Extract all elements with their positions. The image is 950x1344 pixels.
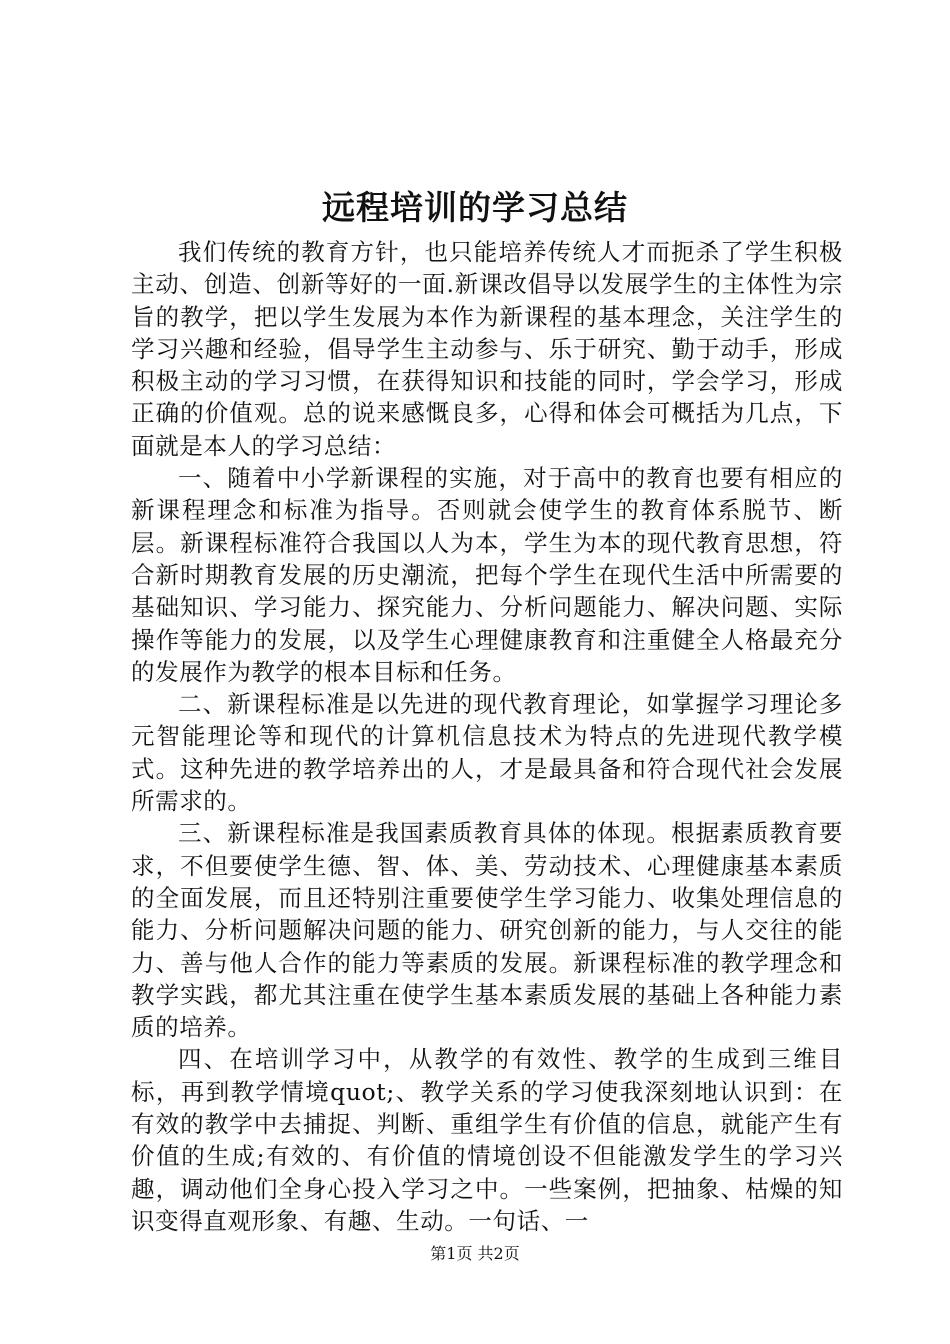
- paragraph-point-1: 一、随着中小学新课程的实施，对于高中的教育也要有相应的新课程理念和标准为指导。否则就会使学生的教育体系脱节、断层。新课程标准符合我国以人为本，学生为本的现代教育思想，符合新时期教育发展的历史潮流，把每个学生在现代生活中所需要的基础知识、学习能力、探究能力、分析问题能力、解决问题、实际操作等能力的发展，以及学生心理健康教育和注重健全人格最充分的发展作为教学的根本目标和任务。: [131, 464, 843, 686]
- paragraph-point-3: 三、新课程标准是我国素质教育具体的体现。根据素质教育要求，不但要使学生德、智、体、美、劳动技术、心理健康基本素质的全面发展，而且还特别注重要使学生学习能力、收集处理信息的能力、分析问题解决问题的能力、研究创新的能力，与人交往的能力、善与他人合作的能力等素质的发展。新课程标准的教学理念和教学实践，都尤其注重在使学生基本素质发展的基础上各种能力素质的培养。: [131, 819, 843, 1042]
- paragraph-point-4: 四、在培训学习中，从教学的有效性、教学的生成到三维目标，再到教学情境quot;、教学关系的学习使我深刻地认识到：在有效的教学中去捕捉、判断、重组学生有价值的信息，就能产生有价值的生成;有效的、有价值的情境创设不但能激发学生的学习兴趣，调动他们全身心投入学习之中。一些案例，把抽象、枯燥的知识变得直观形象、有趣、生动。一句话、一: [131, 1045, 843, 1235]
- page-number-footer: 第1页 共2页: [430, 1244, 520, 1263]
- document-title: 远程培训的学习总结: [322, 188, 628, 227]
- document-body: [131, 236, 843, 1237]
- paragraph-intro: 我们传统的教育方针，也只能培养传统人才而扼杀了学生积极主动、创造、创新等好的一面.新课改倡导以发展学生的主体性为宗旨的教学，把以学生发展为本作为新课程的基本理念，关注学生的学习兴趣和经验，倡导学生主动参与、乐于研究、勤于动手，形成积极主动的学习习惯，在获得知识和技能的同时，学会学习，形成正确的价值观。总的说来感慨良多，心得和体会可概括为几点，下面就是本人的学习总结：: [131, 238, 843, 460]
- paragraph-point-2: 二、新课程标准是以先进的现代教育理论，如掌握学习理论多元智能理论等和现代的计算机信息技术为特点的先进现代教学模式。这种先进的教学培养出的人，才是最具备和符合现代社会发展所需求的。: [131, 690, 843, 816]
